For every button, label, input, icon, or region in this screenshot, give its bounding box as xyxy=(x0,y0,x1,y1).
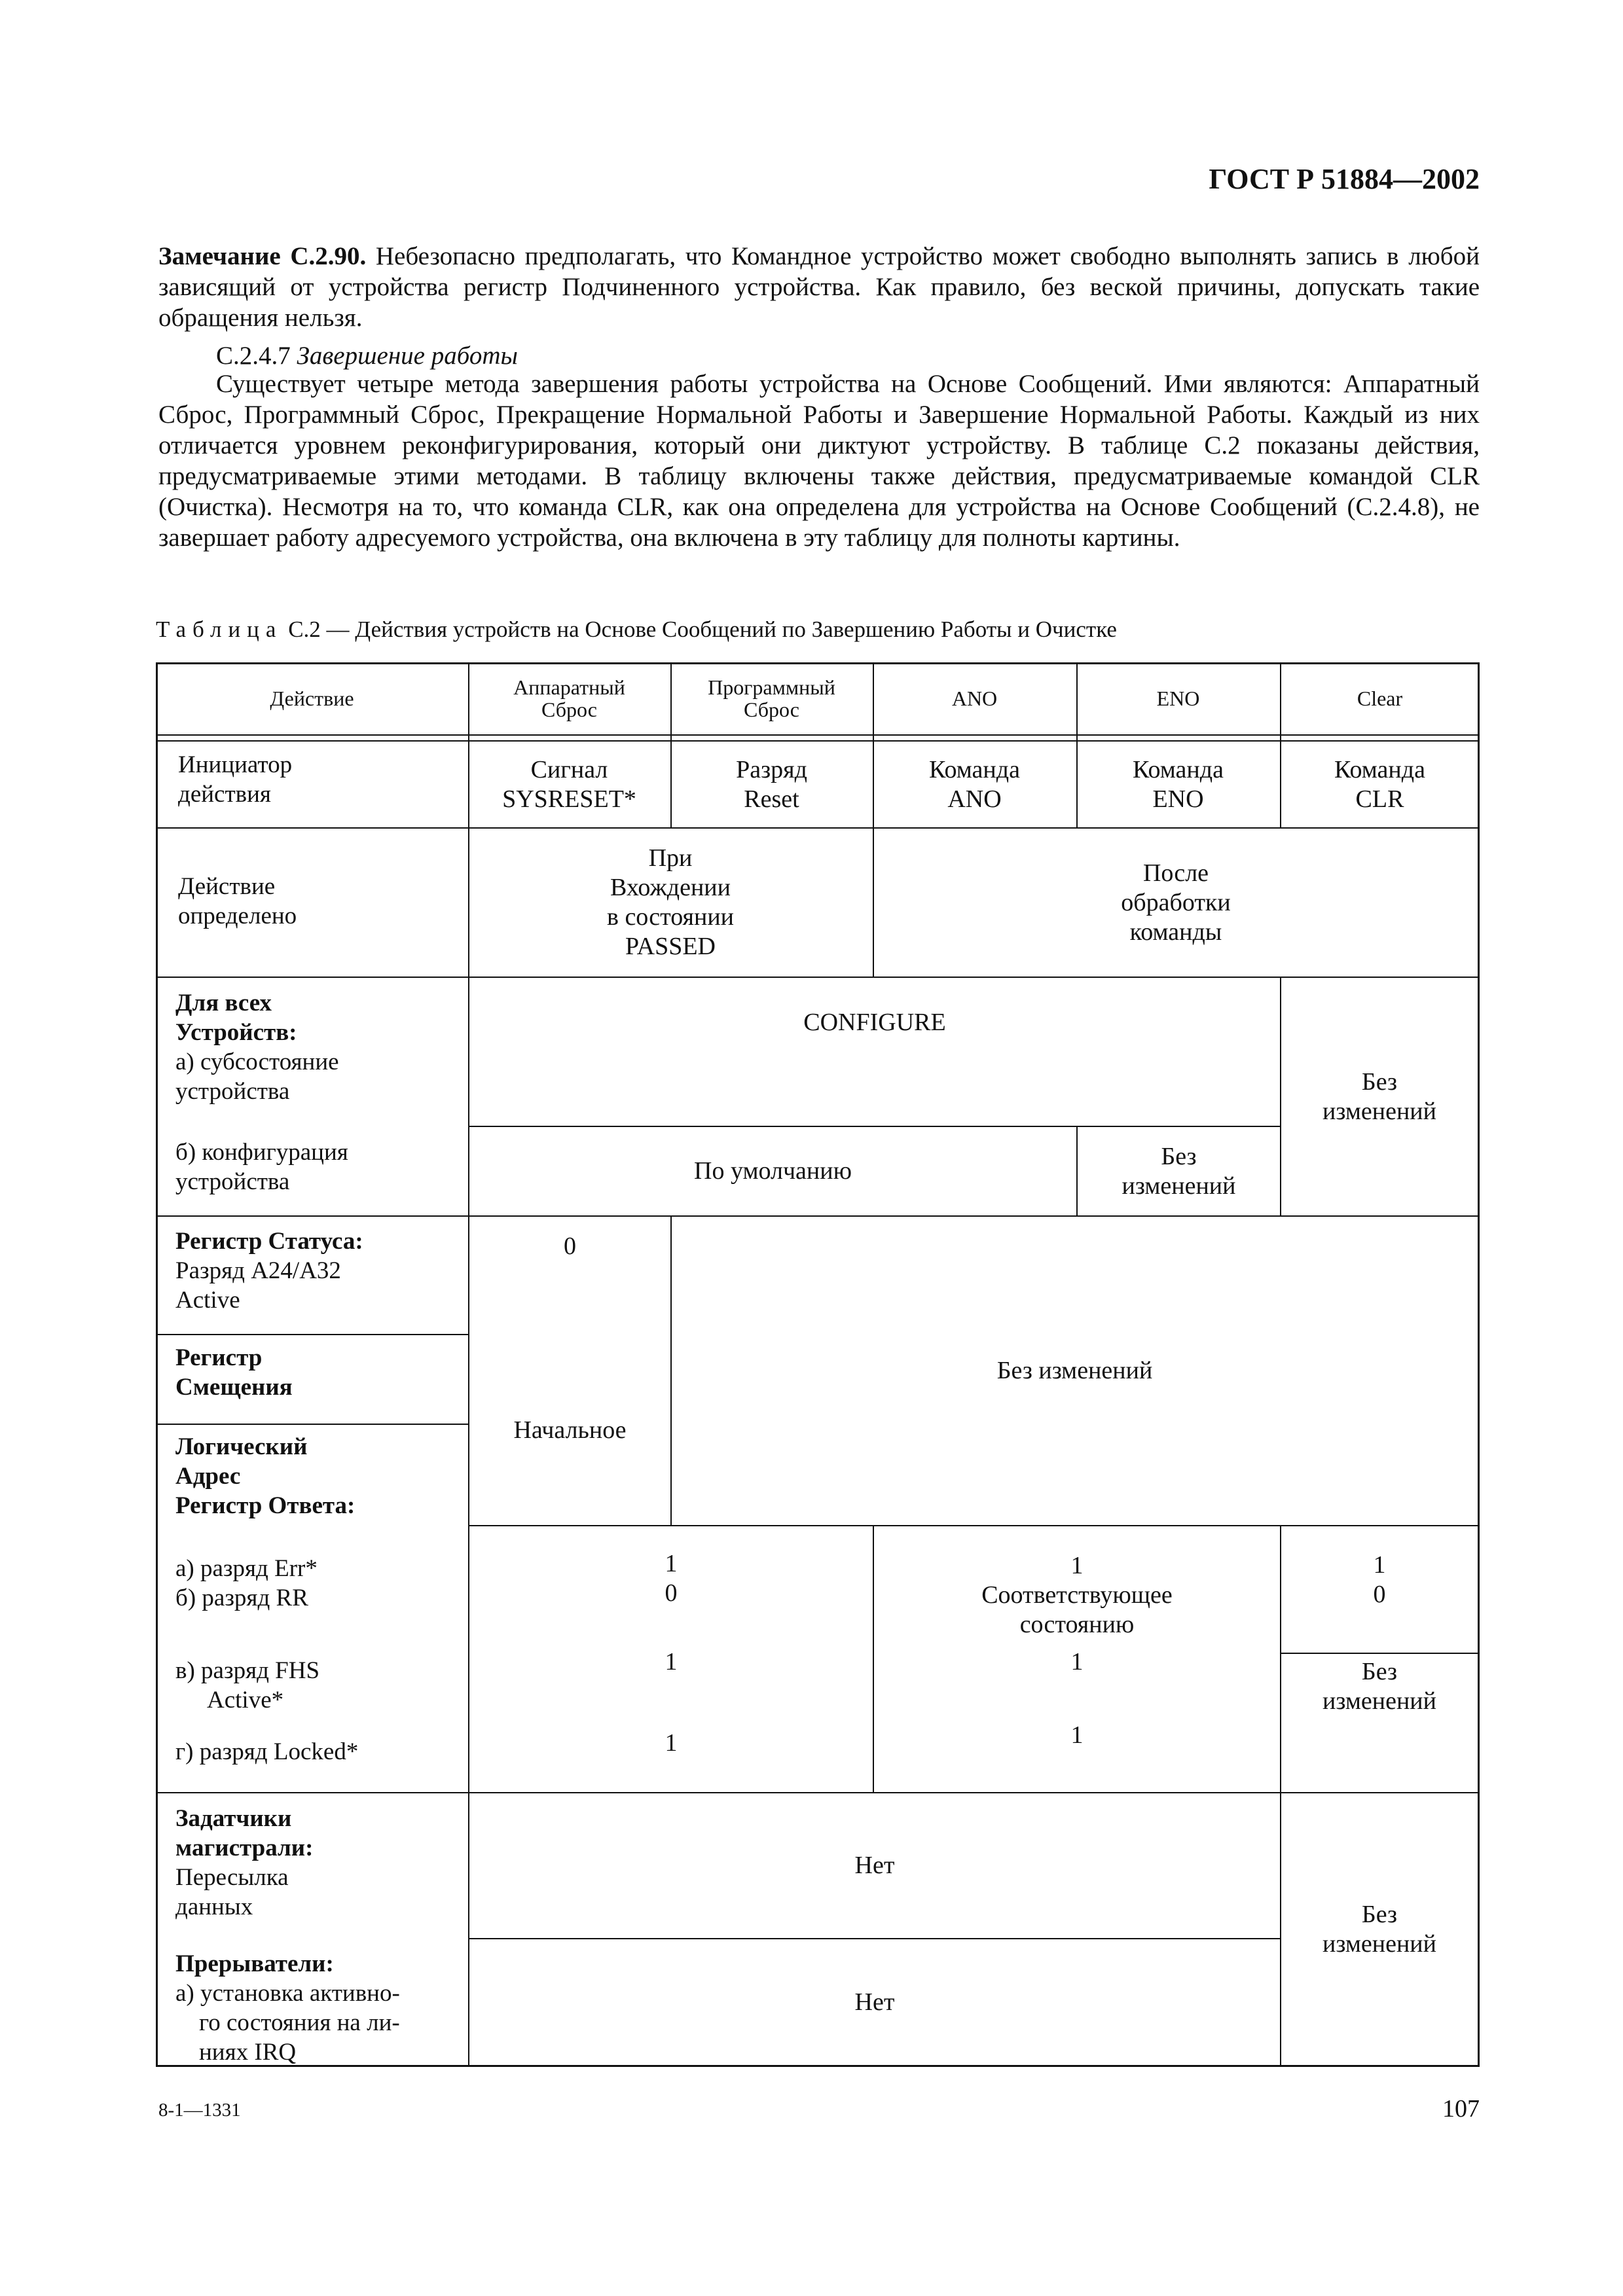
label-line: устройства xyxy=(175,1168,290,1195)
row-label-interrupters xyxy=(175,1949,464,2067)
label-line: Действие xyxy=(178,873,276,900)
label-heading: Адрес xyxy=(175,1463,241,1490)
col-header-eno xyxy=(1076,662,1280,734)
label-line: действия xyxy=(178,781,271,808)
cell-line: 1 xyxy=(665,1550,678,1577)
cell-line: Без xyxy=(1361,1900,1398,1928)
label-heading: Логический xyxy=(175,1433,308,1460)
cell-line: Команда xyxy=(1133,755,1224,783)
cell-defined-reset xyxy=(468,829,873,977)
row-label-response-ab xyxy=(175,1554,464,1613)
cell-line: Начальное xyxy=(513,1416,627,1444)
cell-line: Без xyxy=(1161,1142,1197,1170)
cell-response-d-cmd xyxy=(874,1719,1280,1751)
cell-line: CONFIGURE xyxy=(803,1008,946,1036)
cell-line: изменений xyxy=(1322,1687,1436,1715)
row-label-bus-masters xyxy=(175,1804,464,1922)
label-line: а) установка активно- xyxy=(175,1980,400,2007)
table-border-left xyxy=(156,662,158,2067)
col-header-text: ENO xyxy=(1156,687,1200,710)
cell-line: изменений xyxy=(1322,1929,1436,1958)
cell-configure xyxy=(469,978,1280,1067)
cell-initial xyxy=(469,1335,670,1525)
cell-line: 1 xyxy=(665,1729,678,1757)
cell-line: 1 xyxy=(1070,1647,1084,1676)
cell-line: 1 xyxy=(1070,1721,1084,1749)
cell-line: ANO xyxy=(947,785,1002,813)
table-caption xyxy=(156,617,1117,643)
col-header-text: Сброс xyxy=(541,698,597,721)
label-line: Пересылка xyxy=(175,1864,289,1891)
cell-all-devices-clear xyxy=(1281,978,1478,1215)
cell-line: Команда xyxy=(1334,755,1425,783)
cell-line: При xyxy=(648,844,693,872)
cell-line: команды xyxy=(1129,918,1222,946)
label-line: го состояния на ли- xyxy=(199,2009,400,2036)
label-line: Active* xyxy=(207,1687,284,1713)
body-paragraph: Существует четыре метода завершения работы устройства на Основе Сообщений. Ими являются: Аппаратный Сброс, Программный Сброс, Прекращение Нормальной Работы и Завершение Нормальной Работы. Каждый из них отличается уровнем реконфигурирования, который они диктуют устройству. В таблице С.2 показаны действия, предусматриваемые этими методами. В таблицу включены также действия, предусматриваемые командой CLR (Очистка). Несмотря на то, что команда CLR, как она определена для устройства на Основе Сообщений (С.2.4.8), не завершает работу адресуемого устройства, она включена в эту таблицу для полноты картины. xyxy=(158,370,1480,552)
row-label-defined xyxy=(178,872,460,931)
cell-line: состоянию xyxy=(1019,1610,1135,1638)
cell-line: Нет xyxy=(854,1988,895,2016)
cell-response-c-reset xyxy=(469,1645,873,1678)
cell-initiator-sw xyxy=(670,742,873,827)
col-header-text: Сброс xyxy=(743,698,799,721)
rule xyxy=(156,1334,468,1335)
table-border-right xyxy=(1478,662,1480,2067)
note-text: Небезопасно предполагать, что Командное устройство может свободно выполнять запись в любой зависящий от устройства регистр Подчиненного устройства. Как правило, без веской причины, допускать такие обращения нельзя. xyxy=(158,242,1480,332)
cell-line: После xyxy=(1142,859,1209,887)
label-line: Active xyxy=(175,1287,240,1314)
label-line: Разряд A24/A32 xyxy=(175,1257,341,1284)
cell-unchanged-block xyxy=(672,1217,1478,1525)
cell-line: Без xyxy=(1361,1658,1398,1685)
label-heading: магистрали: xyxy=(175,1835,314,1861)
cell-line: 0 xyxy=(1373,1581,1386,1608)
col-header-ano xyxy=(873,662,1076,734)
label-line: ниях IRQ xyxy=(199,2039,297,2066)
label-line: Инициатор xyxy=(178,751,293,778)
cell-defined-command xyxy=(874,829,1478,977)
cell-config-eno xyxy=(1078,1127,1280,1215)
cell-default xyxy=(469,1127,1076,1215)
cell-response-ab-clear xyxy=(1281,1547,1478,1613)
cell-interrupters xyxy=(469,1939,1280,2065)
label-heading: Смещения xyxy=(175,1374,293,1401)
rule xyxy=(468,1525,1480,1526)
col-header-sw-reset xyxy=(670,662,873,734)
cell-line: ENO xyxy=(1152,785,1204,813)
cell-line: Команда xyxy=(929,755,1020,783)
row-label-config xyxy=(175,1138,464,1196)
cell-line: 1 xyxy=(1373,1551,1386,1579)
cell-bus-masters xyxy=(469,1793,1280,1938)
label-heading: Регистр xyxy=(175,1344,263,1371)
row-label-logical-address xyxy=(175,1432,464,1520)
cell-line: Вхождении xyxy=(610,874,731,901)
cell-response-d-reset xyxy=(469,1727,873,1759)
label-heading: Регистр Ответа: xyxy=(175,1492,356,1519)
cell-line: Разряд xyxy=(736,755,807,783)
label-heading: Регистр Статуса: xyxy=(175,1228,363,1255)
table-caption-label: Таблица xyxy=(156,617,283,642)
row-label-status-register xyxy=(175,1227,464,1315)
label-heading: Для всех xyxy=(175,990,272,1016)
section-title: Завершение работы xyxy=(297,342,518,370)
cell-line: 0 xyxy=(665,1579,678,1607)
note-label: Замечание С.2.90. xyxy=(158,242,367,270)
cell-line: Соответствующее xyxy=(981,1581,1173,1609)
col-header-text: Clear xyxy=(1357,687,1403,710)
section-number: С.2.4.7 xyxy=(216,342,291,370)
cell-line: 1 xyxy=(1070,1551,1084,1579)
cell-line: CLR xyxy=(1355,785,1404,813)
print-code: 8-1—1331 xyxy=(158,2100,241,2121)
col-header-action xyxy=(156,662,468,734)
row-label-initiator xyxy=(178,750,460,809)
col-header-hw-reset xyxy=(468,662,670,734)
cell-status-hw xyxy=(469,1227,670,1266)
rule xyxy=(156,1424,468,1425)
label-heading: Устройств: xyxy=(175,1019,297,1046)
row-label-response-c xyxy=(175,1656,464,1715)
col-header-text: Действие xyxy=(270,687,354,710)
cell-line: PASSED xyxy=(625,933,716,960)
cell-response-c-clear xyxy=(1281,1654,1478,1719)
col-header-clear xyxy=(1280,662,1480,734)
cell-line: Сигнал xyxy=(530,755,608,783)
row-label-response-d xyxy=(175,1737,464,1767)
cell-line: изменений xyxy=(1122,1172,1236,1200)
cell-line: Reset xyxy=(744,785,799,813)
cell-line: SYSRESET* xyxy=(502,785,636,813)
cell-line: Без изменений xyxy=(996,1357,1153,1384)
label-line: а) субсостояние xyxy=(175,1049,339,1075)
label-heading: Прерыватели: xyxy=(175,1950,334,1977)
cell-line: Без xyxy=(1361,1067,1398,1096)
cell-response-c-cmd xyxy=(874,1645,1280,1678)
col-header-text: Программный xyxy=(708,675,835,699)
row-label-all-devices xyxy=(175,988,464,1106)
table-c2 xyxy=(156,662,1480,2067)
col-header-text: ANO xyxy=(951,687,998,710)
label-line: а) разряд Err* xyxy=(175,1555,318,1582)
label-line: в) разряд FHS xyxy=(175,1657,320,1684)
page-number: 107 xyxy=(1442,2095,1480,2123)
cell-line: По умолчанию xyxy=(694,1157,852,1185)
label-heading: Задатчики xyxy=(175,1805,292,1832)
section-heading xyxy=(158,340,1480,371)
label-line: г) разряд Locked* xyxy=(175,1738,359,1765)
document-code: ГОСТ Р 51884—2002 xyxy=(1209,163,1480,195)
cell-initiator-clear xyxy=(1280,742,1480,827)
label-line: б) конфигурация xyxy=(175,1139,348,1166)
cell-response-ab-reset xyxy=(469,1546,873,1611)
label-line: б) разряд RR xyxy=(175,1585,308,1611)
cell-initiator-ano xyxy=(873,742,1076,827)
cell-line: 1 xyxy=(665,1647,678,1676)
cell-line: обработки xyxy=(1121,888,1231,916)
col-header-text: Аппаратный xyxy=(513,675,625,699)
cell-line: в состоянии xyxy=(607,903,734,931)
label-line: данных xyxy=(175,1893,253,1920)
cell-line: изменений xyxy=(1322,1097,1436,1125)
cell-line: 0 xyxy=(564,1232,576,1260)
cell-response-ab-cmd xyxy=(874,1546,1280,1644)
cell-line: Нет xyxy=(854,1852,895,1879)
note-paragraph xyxy=(158,241,1480,333)
cell-initiator-eno xyxy=(1076,742,1280,827)
row-label-offset-register xyxy=(175,1343,464,1402)
cell-initiator-hw xyxy=(468,742,670,827)
cell-bottom-clear xyxy=(1281,1793,1478,2065)
label-line: определено xyxy=(178,903,297,929)
label-line: устройства xyxy=(175,1078,290,1105)
table-caption-text: С.2 — Действия устройств на Основе Сообщений по Завершению Работы и Очистке xyxy=(282,617,1117,642)
